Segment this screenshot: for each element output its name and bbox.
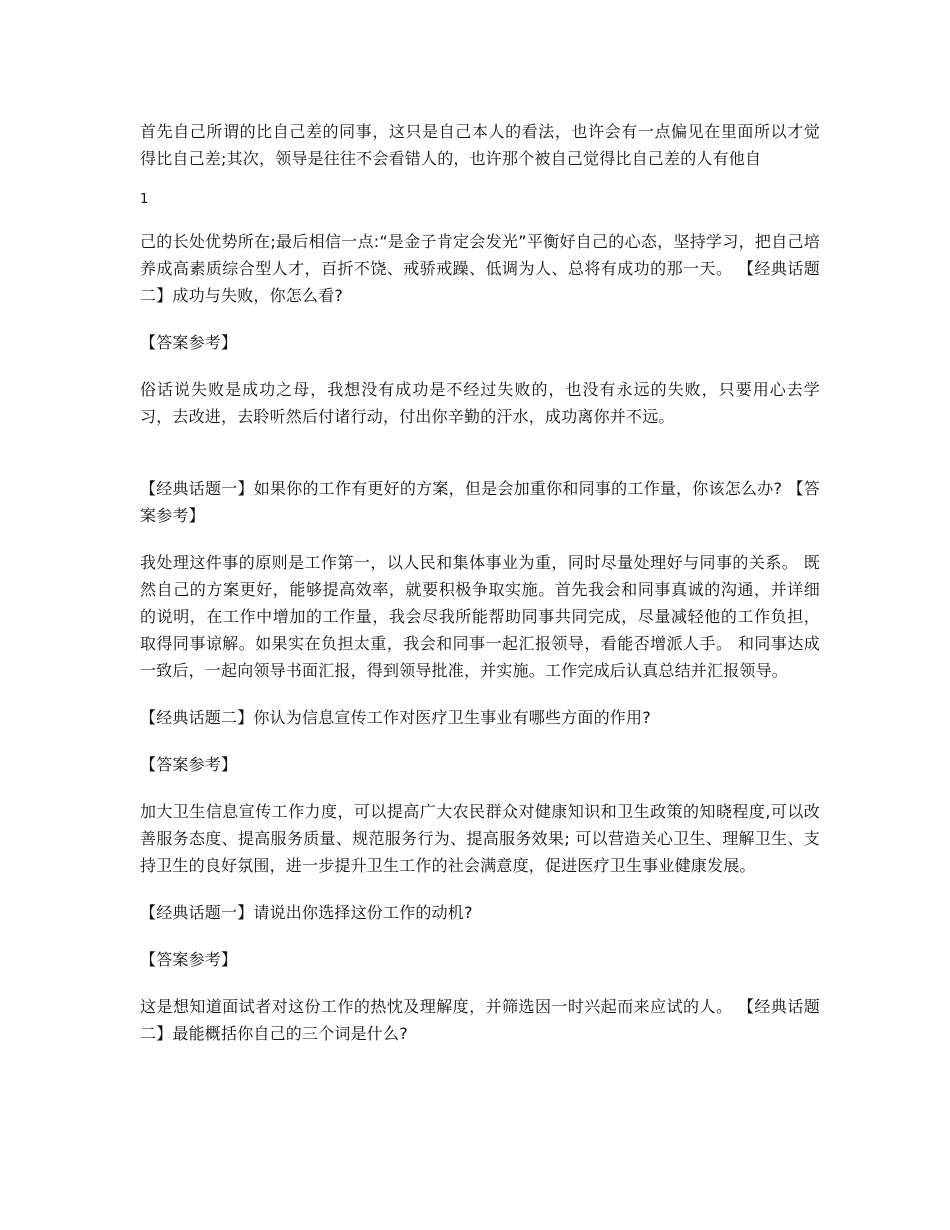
paragraph-intro: 首先自己所谓的比自己差的同事，这只是自己本人的看法，也许会有一点偏见在里面所以才觉得比自己差;其次，领导是往往不会看错人的，也许那个被自己觉得比自己差的人有他自 xyxy=(140,122,820,168)
paragraph-work-plan: 我处理这件事的原则是工作第一，以人民和集体事业为重，同时尽量处理好与同事的关系。 既然自己的方案更好，能够提高效率，就要积极争取实施。首先我会和同事真诚的沟通，并详细的说明，在工作中增加的工作量，我会尽我所能帮助同事共同完成，尽量减轻他的工作负担，取得同事谅解。如果实在负担太重，我会和同事一起汇报领导，看能否增派人手。 和同事达成一致后，一起向领导书面汇报，得到领导批准，并实施。工作完成后认真总结并汇报领导。 xyxy=(140,553,820,680)
answer-heading: 【答案参考】 xyxy=(140,333,238,352)
answer-heading: 【答案参考】 xyxy=(140,755,238,774)
topic-heading: 【经典话题一】请说出你选择这份工作的动机? xyxy=(140,903,473,922)
topic-heading: 【经典话题二】你认为信息宣传工作对医疗卫生事业有哪些方面的作用? xyxy=(140,708,651,727)
page-number: 1 xyxy=(140,192,149,207)
paragraph-motivation: 这是想知道面试者对这份工作的热忱及理解度，并筛选因一时兴起而来应试的人。 【经典话题二】最能概括你自己的三个词是什么? xyxy=(140,997,820,1043)
paragraph-success-failure: 俗话说失败是成功之母，我想没有成功是不经过失败的，也没有永远的失败，只要用心去学习，去改进，去聆听然后付诸行动，付出你辛勤的汗水，成功离你并不远。 xyxy=(140,380,820,426)
document-page xyxy=(140,118,820,1047)
paragraph-health-publicity: 加大卫生信息宣传工作力度，可以提高广大农民群众对健康知识和卫生政策的知晓程度,可以改善服务态度、提高服务质量、规范服务行为、提高服务效果; 可以营造关心卫生、理解卫生、支持卫生的良好氛围，进一步提升卫生工作的社会满意度，促进医疗卫生事业健康发展。 xyxy=(140,802,820,875)
topic-heading: 【经典话题一】如果你的工作有更好的方案，但是会加重你和同事的工作量，你该怎么办? 【答案参考】 xyxy=(140,479,820,525)
answer-heading: 【答案参考】 xyxy=(140,950,238,969)
paragraph-continuation: 己的长处优势所在;最后相信一点:“是金子肯定会发光”平衡好自己的心态，坚持学习，把自己培养成高素质综合型人才，百折不饶、戒骄戒躁、低调为人、总将有成功的那一天。 【经典话题二】成功与失败，你怎么看? xyxy=(140,232,820,305)
